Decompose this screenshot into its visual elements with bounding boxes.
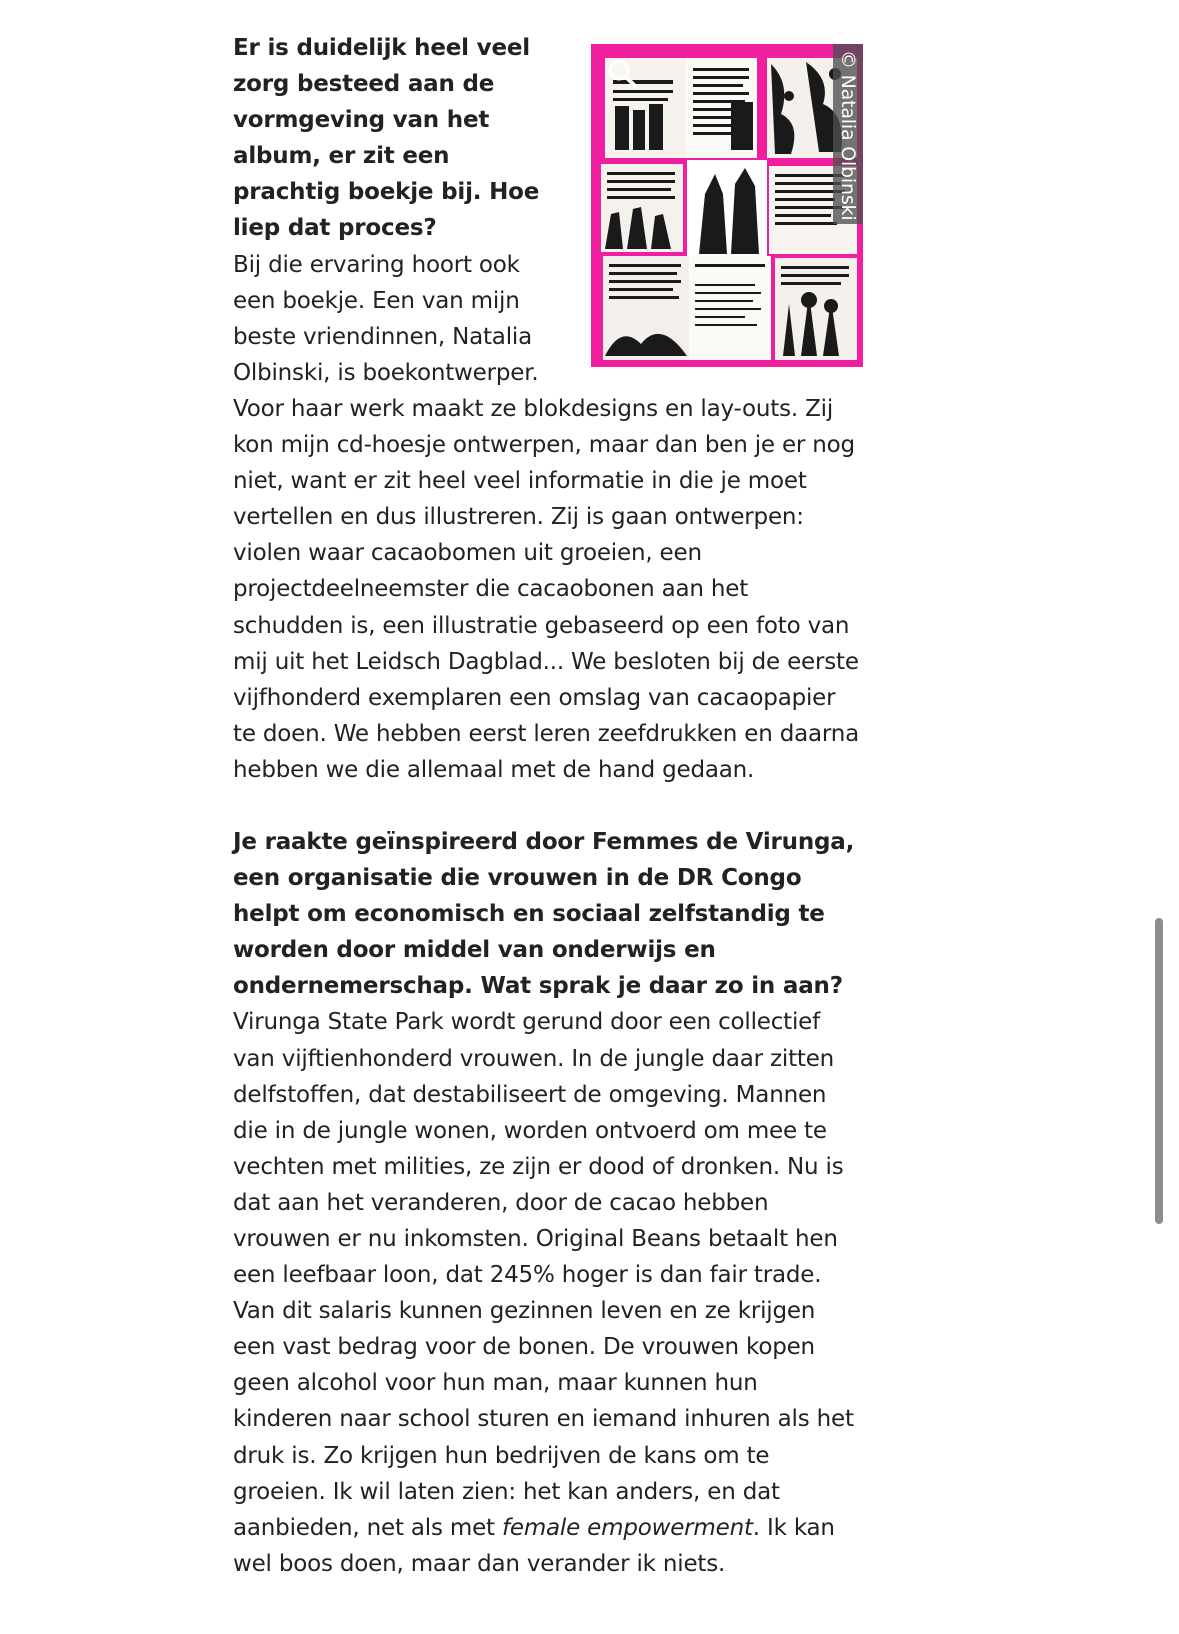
scrollbar-thumb[interactable] — [1155, 918, 1163, 1224]
question-design: Er is duidelijk heel veel zorg besteed aan de vormgeving van het album, er zit een prachtig boekje bij. Hoe liep dat proces? — [233, 35, 540, 242]
zoom-icon[interactable] — [605, 56, 639, 90]
booklet-illustration — [591, 44, 863, 367]
question-virunga: Je raakte geïnspireerd door Femmes de Virunga, een organisatie die vrouwen in de DR Congo helpt om economisch en sociaal zelfstandig te worden door middel van onderwijs en ondernemerschap. Wat sprak je daar zo in aan? — [233, 828, 855, 1000]
answer-virunga-end: . Ik kan wel boos doen, maar dan verander ik niets. — [233, 1514, 835, 1577]
paragraph-gap — [233, 788, 863, 824]
answer-virunga — [233, 1004, 863, 1582]
answer-virunga-text: Virunga State Park wordt gerund door een collectief van vijftienhonderd vrouwen. In de jungle daar zitten delfstoffen, dat destabiliseert de omgeving. Mannen die in de jungle wonen, worden ontvoerd om mee te vechten met milities, ze zijn er dood of dronken. Nu is dat aan het veranderen, door de cacao hebben vrouwen er nu inkomsten. Original Beans betaalt hen een leefbaar loon, dat 245% hoger is dan fair trade. Van dit salaris kunnen gezinnen leven en ze krijgen een vast bedrag voor de bonen. De vrouwen kopen geen alcohol voor hun man, maar kunnen hun kinderen naar school sturen en iemand inhuren als het druk is. Zo krijgen hun bedrijven de kans om te groeien. Ik wil laten zien: het kan anders, en dat aanbieden, net als met — [233, 1009, 854, 1541]
photo-credit-text: © Natalia Olbinski — [837, 50, 859, 221]
booklet-photo[interactable] — [591, 44, 863, 367]
photo-credit — [833, 44, 863, 224]
answer-virunga-emphasis: female empowerment — [501, 1514, 753, 1541]
article-body — [233, 30, 863, 1582]
answer-design: Bij die ervaring hoort ook een boekje. Een van mijn beste vriendinnen, Natalia Olbinski, is boekontwerper. Voor haar werk maakt ze blokdesigns en lay-outs. Zij kon mijn cd-hoesje ontwerpen, maar dan ben je er nog niet, want er zit heel veel informatie in die je moet vertellen en dus illustreren. Zij is gaan ontwerpen: violen waar cacaobomen uit groeien, een projectdeelneemster die cacaobonen aan het schudden is, een illustratie gebaseerd op een foto van mij uit het Leidsch Dagblad... We besloten bij de eerste vijfhonderd exemplaren een omslag van cacaopapier te doen. We hebben eerst leren zeefdrukken en daarna hebben we die allemaal met de hand gedaan. — [233, 251, 860, 783]
